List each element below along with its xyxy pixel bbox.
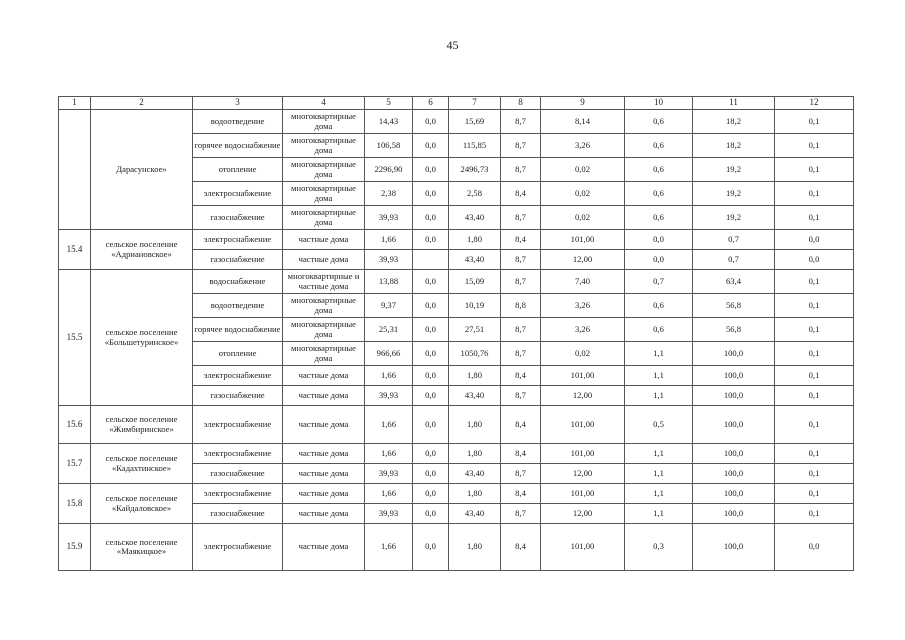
value-cell: 39,93 [365, 464, 413, 484]
value-cell: 0,02 [541, 342, 625, 366]
value-cell: 8,4 [501, 484, 541, 504]
service-cell: водоснабжение [193, 270, 283, 294]
group-id: 15.6 [59, 406, 91, 444]
column-header: 2 [91, 97, 193, 110]
value-cell: 0,0 [625, 250, 693, 270]
service-cell: отопление [193, 158, 283, 182]
value-cell: 1,1 [625, 366, 693, 386]
value-cell: 1050,76 [449, 342, 501, 366]
value-cell: 8,7 [501, 250, 541, 270]
value-cell: 56,8 [693, 294, 775, 318]
value-cell: 0,0 [413, 318, 449, 342]
value-cell: 8,7 [501, 134, 541, 158]
service-cell: электроснабжение [193, 444, 283, 464]
column-header: 11 [693, 97, 775, 110]
value-cell: 10,19 [449, 294, 501, 318]
table-row [59, 484, 854, 504]
value-cell: 0,0 [625, 230, 693, 250]
value-cell: 8,8 [501, 294, 541, 318]
service-cell: электроснабжение [193, 182, 283, 206]
housing-cell: частные дома [283, 484, 365, 504]
group-name: Дарасунское» [91, 110, 193, 230]
value-cell: 19,2 [693, 158, 775, 182]
value-cell: 0,0 [413, 504, 449, 524]
value-cell: 0,6 [625, 318, 693, 342]
value-cell: 100,0 [693, 484, 775, 504]
group-name: сельское поселение «Большетуринское» [91, 270, 193, 406]
table-row [59, 270, 854, 294]
value-cell: 1,66 [365, 524, 413, 571]
value-cell: 101,00 [541, 366, 625, 386]
value-cell: 0,1 [775, 294, 854, 318]
value-cell: 18,2 [693, 110, 775, 134]
housing-cell: частные дома [283, 406, 365, 444]
service-cell: горячее водоснабжение [193, 134, 283, 158]
housing-cell: частные дома [283, 386, 365, 406]
value-cell: 0,0 [413, 484, 449, 504]
value-cell: 0,0 [413, 524, 449, 571]
value-cell: 0,6 [625, 158, 693, 182]
value-cell: 43,40 [449, 464, 501, 484]
value-cell: 8,4 [501, 406, 541, 444]
value-cell: 0,0 [775, 524, 854, 571]
service-cell: электроснабжение [193, 484, 283, 504]
value-cell: 25,31 [365, 318, 413, 342]
housing-cell: частные дома [283, 444, 365, 464]
value-cell: 0,1 [775, 318, 854, 342]
value-cell: 3,26 [541, 318, 625, 342]
value-cell: 0,0 [413, 270, 449, 294]
value-cell: 0,6 [625, 182, 693, 206]
service-cell: водоотведение [193, 110, 283, 134]
value-cell: 8,4 [501, 366, 541, 386]
column-header: 5 [365, 97, 413, 110]
value-cell: 13,88 [365, 270, 413, 294]
value-cell: 100,0 [693, 444, 775, 464]
housing-cell: частные дома [283, 366, 365, 386]
column-header: 9 [541, 97, 625, 110]
value-cell: 3,26 [541, 134, 625, 158]
value-cell: 43,40 [449, 386, 501, 406]
group-id: 15.9 [59, 524, 91, 571]
service-cell: электроснабжение [193, 230, 283, 250]
value-cell: 1,80 [449, 444, 501, 464]
value-cell: 1,1 [625, 464, 693, 484]
value-cell: 19,2 [693, 182, 775, 206]
value-cell: 0,1 [775, 504, 854, 524]
value-cell: 56,8 [693, 318, 775, 342]
value-cell: 0,1 [775, 270, 854, 294]
value-cell: 1,80 [449, 366, 501, 386]
value-cell: 18,2 [693, 134, 775, 158]
housing-cell: частные дома [283, 504, 365, 524]
value-cell: 1,1 [625, 504, 693, 524]
value-cell: 9,37 [365, 294, 413, 318]
column-header: 6 [413, 97, 449, 110]
value-cell: 0,1 [775, 444, 854, 464]
value-cell: 3,26 [541, 294, 625, 318]
service-cell: водоотведение [193, 294, 283, 318]
value-cell: 0,3 [625, 524, 693, 571]
page-number: 45 [446, 38, 459, 52]
value-cell: 8,7 [501, 504, 541, 524]
value-cell: 0,5 [625, 406, 693, 444]
value-cell: 1,1 [625, 484, 693, 504]
value-cell: 8,7 [501, 342, 541, 366]
value-cell: 2496,73 [449, 158, 501, 182]
value-cell: 8,14 [541, 110, 625, 134]
group-name: сельское поселение «Адриановское» [91, 230, 193, 270]
housing-cell: многоквартирные и частные дома [283, 270, 365, 294]
value-cell: 1,66 [365, 230, 413, 250]
value-cell: 101,00 [541, 230, 625, 250]
value-cell: 101,00 [541, 444, 625, 464]
housing-cell: многоквартирные дома [283, 294, 365, 318]
value-cell: 1,66 [365, 444, 413, 464]
value-cell: 43,40 [449, 504, 501, 524]
value-cell: 0,7 [693, 250, 775, 270]
value-cell [413, 250, 449, 270]
column-header: 8 [501, 97, 541, 110]
value-cell: 0,0 [413, 342, 449, 366]
value-cell: 0,02 [541, 158, 625, 182]
value-cell: 8,7 [501, 386, 541, 406]
value-cell: 63,4 [693, 270, 775, 294]
housing-cell: многоквартирные дома [283, 134, 365, 158]
value-cell: 0,0 [413, 206, 449, 230]
value-cell: 0,0 [775, 230, 854, 250]
value-cell: 0,1 [775, 158, 854, 182]
service-cell: отопление [193, 342, 283, 366]
service-cell: электроснабжение [193, 366, 283, 386]
table-row [59, 406, 854, 444]
value-cell: 100,0 [693, 504, 775, 524]
housing-cell: многоквартирные дома [283, 110, 365, 134]
value-cell: 12,00 [541, 504, 625, 524]
column-header: 7 [449, 97, 501, 110]
housing-cell: многоквартирные дома [283, 158, 365, 182]
value-cell: 0,1 [775, 342, 854, 366]
value-cell: 0,0 [413, 134, 449, 158]
value-cell: 0,7 [693, 230, 775, 250]
value-cell: 15,09 [449, 270, 501, 294]
value-cell: 7,40 [541, 270, 625, 294]
value-cell: 39,93 [365, 250, 413, 270]
service-cell: газоснабжение [193, 206, 283, 230]
value-cell: 0,0 [413, 406, 449, 444]
value-cell: 0,1 [775, 110, 854, 134]
housing-cell: многоквартирные дома [283, 182, 365, 206]
value-cell: 8,7 [501, 158, 541, 182]
value-cell: 1,80 [449, 406, 501, 444]
value-cell: 39,93 [365, 504, 413, 524]
value-cell: 0,6 [625, 134, 693, 158]
column-header: 4 [283, 97, 365, 110]
table-row [59, 524, 854, 571]
group-name: сельское поселение «Кайдаловское» [91, 484, 193, 524]
value-cell: 0,0 [413, 230, 449, 250]
value-cell: 100,0 [693, 386, 775, 406]
group-id [59, 110, 91, 230]
value-cell: 100,0 [693, 366, 775, 386]
value-cell: 39,93 [365, 206, 413, 230]
value-cell: 100,0 [693, 524, 775, 571]
value-cell: 0,0 [775, 250, 854, 270]
value-cell: 2296,90 [365, 158, 413, 182]
value-cell: 101,00 [541, 484, 625, 504]
value-cell: 0,0 [413, 366, 449, 386]
group-id: 15.4 [59, 230, 91, 270]
group-id: 15.8 [59, 484, 91, 524]
table-row [59, 230, 854, 250]
value-cell: 0,0 [413, 158, 449, 182]
value-cell: 8,7 [501, 110, 541, 134]
value-cell: 0,02 [541, 182, 625, 206]
value-cell: 100,0 [693, 342, 775, 366]
column-header: 10 [625, 97, 693, 110]
value-cell: 1,80 [449, 230, 501, 250]
value-cell: 0,0 [413, 444, 449, 464]
value-cell: 0,1 [775, 366, 854, 386]
value-cell: 101,00 [541, 524, 625, 571]
housing-cell: частные дома [283, 250, 365, 270]
value-cell: 0,7 [625, 270, 693, 294]
value-cell: 0,1 [775, 406, 854, 444]
value-cell: 14,43 [365, 110, 413, 134]
value-cell: 0,6 [625, 206, 693, 230]
housing-cell: частные дома [283, 524, 365, 571]
value-cell: 15,69 [449, 110, 501, 134]
housing-cell: частные дома [283, 230, 365, 250]
group-name: сельское поселение «Кадахтинское» [91, 444, 193, 484]
housing-cell: многоквартирные дома [283, 342, 365, 366]
value-cell: 0,0 [413, 294, 449, 318]
value-cell: 106,58 [365, 134, 413, 158]
value-cell: 12,00 [541, 464, 625, 484]
value-cell: 0,1 [775, 386, 854, 406]
table-row [59, 110, 854, 134]
housing-cell: частные дома [283, 464, 365, 484]
value-cell: 0,0 [413, 182, 449, 206]
service-cell: газоснабжение [193, 386, 283, 406]
value-cell: 12,00 [541, 250, 625, 270]
column-number-row [59, 97, 854, 110]
value-cell: 2,58 [449, 182, 501, 206]
column-header: 3 [193, 97, 283, 110]
value-cell: 12,00 [541, 386, 625, 406]
value-cell: 115,85 [449, 134, 501, 158]
value-cell: 1,1 [625, 342, 693, 366]
value-cell: 1,66 [365, 366, 413, 386]
value-cell: 8,4 [501, 182, 541, 206]
value-cell: 100,0 [693, 406, 775, 444]
value-cell: 8,7 [501, 270, 541, 294]
column-header: 12 [775, 97, 854, 110]
value-cell: 0,0 [413, 464, 449, 484]
group-id: 15.7 [59, 444, 91, 484]
value-cell: 1,66 [365, 406, 413, 444]
column-header: 1 [59, 97, 91, 110]
value-cell: 0,6 [625, 110, 693, 134]
value-cell: 100,0 [693, 464, 775, 484]
value-cell: 27,51 [449, 318, 501, 342]
value-cell: 0,6 [625, 294, 693, 318]
housing-cell: многоквартирные дома [283, 206, 365, 230]
group-name: сельское поселение «Маякицкое» [91, 524, 193, 571]
value-cell: 0,0 [413, 386, 449, 406]
group-name: сельское поселение «Жимбиринское» [91, 406, 193, 444]
value-cell: 0,1 [775, 182, 854, 206]
value-cell: 0,1 [775, 206, 854, 230]
value-cell: 1,1 [625, 386, 693, 406]
value-cell: 8,7 [501, 206, 541, 230]
value-cell: 1,1 [625, 444, 693, 464]
value-cell: 0,1 [775, 484, 854, 504]
value-cell: 1,80 [449, 484, 501, 504]
service-cell: газоснабжение [193, 250, 283, 270]
value-cell: 8,4 [501, 230, 541, 250]
value-cell: 8,7 [501, 318, 541, 342]
value-cell: 19,2 [693, 206, 775, 230]
value-cell: 1,66 [365, 484, 413, 504]
value-cell: 0,1 [775, 464, 854, 484]
service-cell: электроснабжение [193, 524, 283, 571]
value-cell: 8,4 [501, 524, 541, 571]
service-cell: горячее водоснабжение [193, 318, 283, 342]
value-cell: 0,1 [775, 134, 854, 158]
service-cell: электроснабжение [193, 406, 283, 444]
housing-cell: многоквартирные дома [283, 318, 365, 342]
value-cell: 43,40 [449, 250, 501, 270]
group-id: 15.5 [59, 270, 91, 406]
value-cell: 966,66 [365, 342, 413, 366]
value-cell: 0,02 [541, 206, 625, 230]
service-cell: газоснабжение [193, 464, 283, 484]
service-cell: газоснабжение [193, 504, 283, 524]
value-cell: 1,80 [449, 524, 501, 571]
value-cell: 43,40 [449, 206, 501, 230]
value-cell: 39,93 [365, 386, 413, 406]
table-row [59, 444, 854, 464]
value-cell: 101,00 [541, 406, 625, 444]
value-cell: 8,4 [501, 444, 541, 464]
value-cell: 0,0 [413, 110, 449, 134]
value-cell: 2,38 [365, 182, 413, 206]
tariff-table [58, 96, 854, 571]
value-cell: 8,7 [501, 464, 541, 484]
